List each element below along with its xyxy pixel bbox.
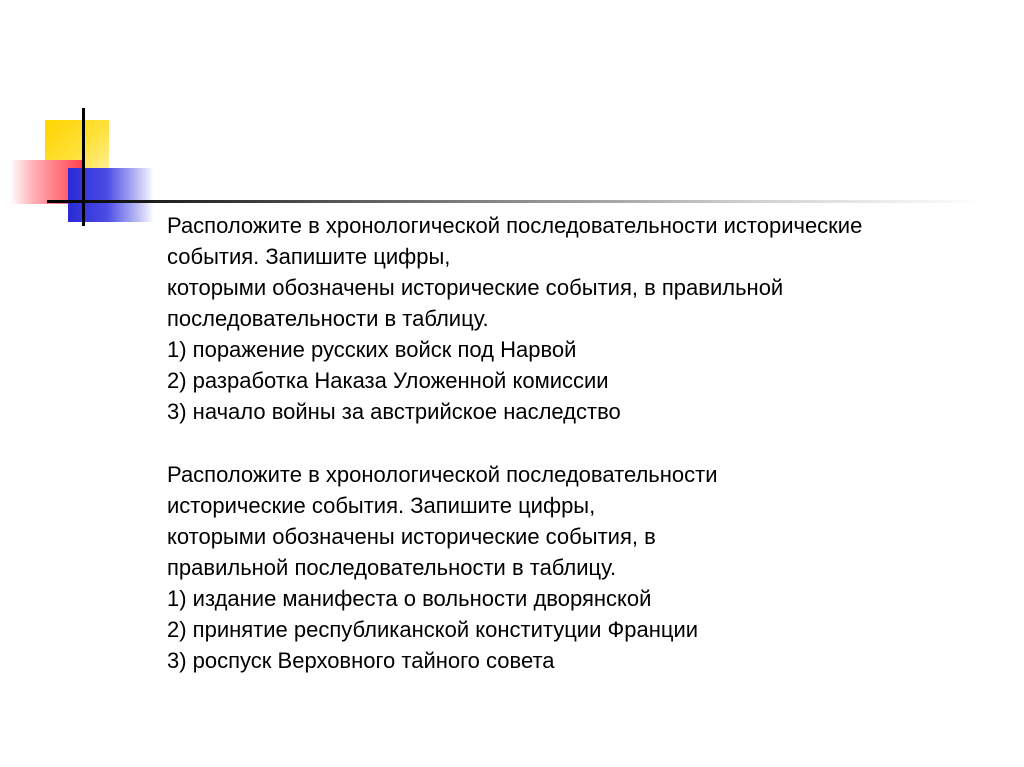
decorative-vertical-line — [82, 108, 85, 226]
task-1-instruction-line: которыми обозначены исторические события, в правильной — [167, 275, 784, 300]
task-2-instruction-line: которыми обозначены исторические события, в — [167, 524, 656, 549]
task-1-option-3: 3) начало войны за австрийское наследство — [167, 399, 621, 424]
task-2-instruction-line: исторические события. Запишите цифры, — [167, 493, 596, 518]
slide-body — [167, 210, 997, 676]
task-2 — [167, 459, 997, 676]
task-1-instruction-line: последовательности в таблицу. — [167, 306, 489, 331]
task-2-option-2: 2) принятие республиканской конституции Франции — [167, 617, 699, 642]
task-1-instruction-line: Расположите в хронологической последовательности исторические — [167, 213, 863, 238]
decorative-blue-square — [68, 168, 154, 222]
task-2-option-1: 1) издание манифеста о вольности дворянской — [167, 586, 652, 611]
task-2-option-3: 3) роспуск Верховного тайного совета — [167, 648, 555, 673]
task-2-instruction-line: правильной последовательности в таблицу. — [167, 555, 617, 580]
decorative-horizontal-rule — [47, 200, 982, 203]
task-2-instruction-line: Расположите в хронологической последовательности — [167, 462, 718, 487]
task-1 — [167, 210, 997, 427]
task-1-instruction-line: события. Запишите цифры, — [167, 244, 451, 269]
task-1-option-2: 2) разработка Наказа Уложенной комиссии — [167, 368, 609, 393]
task-1-option-1: 1) поражение русских войск под Нарвой — [167, 337, 577, 362]
